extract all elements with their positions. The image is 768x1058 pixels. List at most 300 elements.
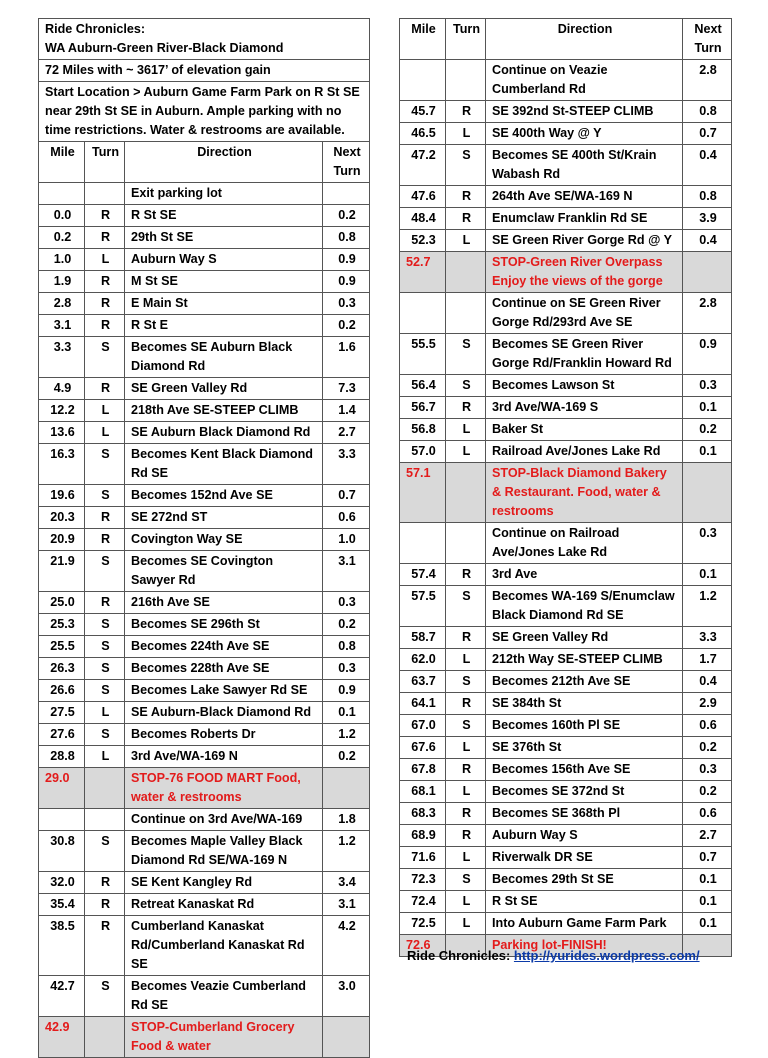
cue-row <box>39 658 370 680</box>
turn-cell: L <box>446 419 486 441</box>
sheet-title <box>39 19 370 60</box>
turn-cell <box>446 293 486 334</box>
header-mile: Mile <box>400 19 446 60</box>
cue-row <box>39 205 370 227</box>
mile-cell: 28.8 <box>39 746 85 768</box>
next-turn-cell: 0.3 <box>683 375 732 397</box>
cue-row <box>400 869 732 891</box>
stop-row <box>400 463 732 523</box>
direction-cell: Becomes 224th Ave SE <box>125 636 323 658</box>
header-direction: Direction <box>486 19 683 60</box>
mile-cell <box>39 809 85 831</box>
mile-cell: 16.3 <box>39 444 85 485</box>
turn-cell: L <box>446 781 486 803</box>
cue-row <box>39 872 370 894</box>
turn-cell: S <box>85 831 125 872</box>
direction-cell: Continue on Railroad Ave/Jones Lake Rd <box>486 523 683 564</box>
direction-cell: E Main St <box>125 293 323 315</box>
next-turn-cell: 0.9 <box>323 249 370 271</box>
next-turn-cell: 2.8 <box>683 60 732 101</box>
direction-cell: Becomes SE 400th St/Krain Wabash Rd <box>486 145 683 186</box>
turn-cell: R <box>446 803 486 825</box>
mile-cell: 52.7 <box>400 252 446 293</box>
turn-cell: S <box>446 334 486 375</box>
direction-cell: Becomes 212th Ave SE <box>486 671 683 693</box>
cue-row <box>39 293 370 315</box>
mile-cell: 72.4 <box>400 891 446 913</box>
direction-cell: Parking lot-FINISH! <box>486 935 683 957</box>
next-turn-cell: 0.9 <box>323 271 370 293</box>
next-turn-cell: 2.9 <box>683 693 732 715</box>
stop-row <box>400 252 732 293</box>
cue-row <box>400 586 732 627</box>
direction-cell: Auburn Way S <box>486 825 683 847</box>
cue-row <box>400 123 732 145</box>
start-location: Start Location > Auburn Game Farm Park on R St SE near 29th St SE in Auburn. Ample parking with no time restrictions. Water & restrooms are available. <box>39 82 370 142</box>
turn-cell: S <box>85 551 125 592</box>
direction-cell: 29th St SE <box>125 227 323 249</box>
next-turn-cell: 0.2 <box>323 205 370 227</box>
direction-cell: SE Kent Kangley Rd <box>125 872 323 894</box>
direction-cell: SE Green Valley Rd <box>125 378 323 400</box>
next-turn-cell: 0.1 <box>683 564 732 586</box>
next-turn-cell: 1.0 <box>323 529 370 551</box>
turn-cell: S <box>446 586 486 627</box>
direction-cell: STOP-Cumberland Grocery Food & water <box>125 1017 323 1058</box>
mile-cell: 20.9 <box>39 529 85 551</box>
turn-cell <box>85 1017 125 1058</box>
direction-cell: Auburn Way S <box>125 249 323 271</box>
direction-cell: Becomes SE Auburn Black Diamond Rd <box>125 337 323 378</box>
turn-cell: R <box>446 397 486 419</box>
direction-cell: 264th Ave SE/WA-169 N <box>486 186 683 208</box>
mile-cell: 72.3 <box>400 869 446 891</box>
next-turn-cell: 3.0 <box>323 976 370 1017</box>
stop-row <box>39 1017 370 1058</box>
mile-cell: 25.0 <box>39 592 85 614</box>
next-turn-cell: 0.3 <box>683 759 732 781</box>
mile-cell: 58.7 <box>400 627 446 649</box>
direction-cell: 3rd Ave/WA-169 S <box>486 397 683 419</box>
turn-cell: L <box>446 737 486 759</box>
footer <box>407 948 700 963</box>
mile-cell: 57.5 <box>400 586 446 627</box>
next-turn-cell <box>323 768 370 809</box>
direction-cell: SE Green Valley Rd <box>486 627 683 649</box>
turn-cell: R <box>85 916 125 976</box>
mile-cell: 56.4 <box>400 375 446 397</box>
turn-cell: S <box>446 715 486 737</box>
mile-cell: 42.7 <box>39 976 85 1017</box>
cue-row <box>39 702 370 724</box>
mile-cell: 47.2 <box>400 145 446 186</box>
next-turn-cell: 2.7 <box>323 422 370 444</box>
turn-cell: R <box>85 315 125 337</box>
turn-cell: L <box>85 746 125 768</box>
mile-cell <box>39 183 85 205</box>
mile-cell: 67.8 <box>400 759 446 781</box>
cue-row <box>400 523 732 564</box>
cue-row <box>400 737 732 759</box>
cue-row <box>39 916 370 976</box>
direction-cell: Continue on SE Green River Gorge Rd/293rd Ave SE <box>486 293 683 334</box>
next-turn-cell: 1.6 <box>323 337 370 378</box>
direction-cell: Becomes Veazie Cumberland Rd SE <box>125 976 323 1017</box>
mile-cell: 67.0 <box>400 715 446 737</box>
next-turn-cell: 0.2 <box>683 737 732 759</box>
cue-row <box>400 913 732 935</box>
mile-cell: 27.5 <box>39 702 85 724</box>
cue-row <box>39 183 370 205</box>
mile-cell: 25.3 <box>39 614 85 636</box>
mile-cell: 48.4 <box>400 208 446 230</box>
mile-cell: 71.6 <box>400 847 446 869</box>
mile-cell <box>400 293 446 334</box>
mile-cell: 57.1 <box>400 463 446 523</box>
cue-row <box>39 746 370 768</box>
cue-row <box>400 891 732 913</box>
next-turn-cell: 0.8 <box>683 186 732 208</box>
mile-cell: 68.1 <box>400 781 446 803</box>
direction-cell: Becomes WA-169 S/Enumclaw Black Diamond Rd SE <box>486 586 683 627</box>
next-turn-cell: 0.2 <box>323 315 370 337</box>
direction-cell: SE Green River Gorge Rd @ Y <box>486 230 683 252</box>
cue-row <box>400 627 732 649</box>
turn-cell: L <box>85 422 125 444</box>
mile-cell: 12.2 <box>39 400 85 422</box>
turn-cell: R <box>446 627 486 649</box>
cue-row <box>400 847 732 869</box>
mile-cell: 56.7 <box>400 397 446 419</box>
next-turn-cell: 1.8 <box>323 809 370 831</box>
next-turn-cell: 0.6 <box>683 715 732 737</box>
cue-row <box>39 680 370 702</box>
header-mile: Mile <box>39 142 85 183</box>
direction-cell: Becomes 160th Pl SE <box>486 715 683 737</box>
next-turn-cell: 0.7 <box>683 847 732 869</box>
cue-row <box>39 422 370 444</box>
cue-sheet-table-right <box>399 18 732 957</box>
direction-cell: 3rd Ave <box>486 564 683 586</box>
mile-cell <box>400 523 446 564</box>
direction-cell: 212th Way SE-STEEP CLIMB <box>486 649 683 671</box>
turn-cell: L <box>446 847 486 869</box>
mile-cell: 35.4 <box>39 894 85 916</box>
turn-cell: L <box>446 649 486 671</box>
mile-cell: 0.0 <box>39 205 85 227</box>
turn-cell: R <box>85 529 125 551</box>
turn-cell: R <box>85 293 125 315</box>
next-turn-cell <box>323 1017 370 1058</box>
next-turn-cell: 0.9 <box>683 334 732 375</box>
direction-cell: STOP-76 FOOD MART Food, water & restrooms <box>125 768 323 809</box>
next-turn-cell: 0.4 <box>683 230 732 252</box>
next-turn-cell: 0.1 <box>323 702 370 724</box>
mile-cell: 32.0 <box>39 872 85 894</box>
turn-cell: R <box>446 186 486 208</box>
direction-cell: Railroad Ave/Jones Lake Rd <box>486 441 683 463</box>
turn-cell: S <box>85 337 125 378</box>
mile-cell: 47.6 <box>400 186 446 208</box>
header-next-turn: Next Turn <box>683 19 732 60</box>
next-turn-cell: 3.3 <box>323 444 370 485</box>
turn-cell <box>446 252 486 293</box>
direction-cell: Becomes 228th Ave SE <box>125 658 323 680</box>
next-turn-cell: 0.1 <box>683 441 732 463</box>
direction-cell: Becomes 29th St SE <box>486 869 683 891</box>
turn-cell: S <box>446 671 486 693</box>
cue-row <box>400 334 732 375</box>
cue-row <box>400 693 732 715</box>
cue-row <box>400 145 732 186</box>
direction-cell: SE 376th St <box>486 737 683 759</box>
next-turn-cell: 7.3 <box>323 378 370 400</box>
mile-cell: 1.0 <box>39 249 85 271</box>
turn-cell: L <box>446 441 486 463</box>
next-turn-cell: 0.2 <box>323 746 370 768</box>
mile-cell: 45.7 <box>400 101 446 123</box>
cue-row <box>39 636 370 658</box>
direction-cell: Becomes Kent Black Diamond Rd SE <box>125 444 323 485</box>
mile-cell: 57.0 <box>400 441 446 463</box>
cue-row <box>400 375 732 397</box>
mile-cell: 26.3 <box>39 658 85 680</box>
mile-cell: 68.9 <box>400 825 446 847</box>
cue-row <box>400 671 732 693</box>
turn-cell: R <box>446 693 486 715</box>
cue-row <box>400 419 732 441</box>
turn-cell: S <box>446 145 486 186</box>
header-turn: Turn <box>446 19 486 60</box>
direction-cell: Riverwalk DR SE <box>486 847 683 869</box>
blog-link[interactable]: http://yurides.wordpress.com/ <box>513 948 700 963</box>
turn-cell: S <box>85 976 125 1017</box>
footer-label: Ride Chronicles: <box>407 948 514 963</box>
cue-row <box>39 894 370 916</box>
mile-cell: 29.0 <box>39 768 85 809</box>
mile-cell: 72.5 <box>400 913 446 935</box>
mile-cell: 19.6 <box>39 485 85 507</box>
next-turn-cell: 1.2 <box>323 831 370 872</box>
next-turn-cell <box>683 252 732 293</box>
cue-row <box>39 809 370 831</box>
turn-cell: R <box>85 894 125 916</box>
turn-cell: R <box>446 564 486 586</box>
direction-cell: Becomes 152nd Ave SE <box>125 485 323 507</box>
next-turn-cell: 0.3 <box>323 658 370 680</box>
turn-cell: S <box>85 724 125 746</box>
mile-cell: 57.4 <box>400 564 446 586</box>
direction-cell: Becomes SE 372nd St <box>486 781 683 803</box>
mile-cell <box>400 60 446 101</box>
turn-cell: R <box>85 592 125 614</box>
next-turn-cell: 1.7 <box>683 649 732 671</box>
mile-cell: 3.1 <box>39 315 85 337</box>
next-turn-cell: 0.8 <box>323 227 370 249</box>
next-turn-cell: 0.3 <box>323 293 370 315</box>
cue-row <box>400 649 732 671</box>
direction-cell: STOP-Green River Overpass Enjoy the views of the gorge <box>486 252 683 293</box>
next-turn-cell: 1.2 <box>323 724 370 746</box>
direction-cell: Baker St <box>486 419 683 441</box>
route-name: WA Auburn-Green River-Black Diamond <box>45 41 284 55</box>
next-turn-cell: 0.7 <box>683 123 732 145</box>
direction-cell: SE 392nd St-STEEP CLIMB <box>486 101 683 123</box>
turn-cell: L <box>446 913 486 935</box>
turn-cell: R <box>85 227 125 249</box>
next-turn-cell: 0.6 <box>683 803 732 825</box>
direction-cell: Becomes Maple Valley Black Diamond Rd SE/WA-169 N <box>125 831 323 872</box>
turn-cell: R <box>85 205 125 227</box>
direction-cell: SE 384th St <box>486 693 683 715</box>
cue-row <box>39 831 370 872</box>
direction-cell: Becomes SE Covington Sawyer Rd <box>125 551 323 592</box>
direction-cell: R St SE <box>125 205 323 227</box>
mile-cell: 72.6 <box>400 935 446 957</box>
cue-row <box>400 101 732 123</box>
turn-cell: R <box>446 208 486 230</box>
next-turn-cell: 3.1 <box>323 551 370 592</box>
mile-cell: 30.8 <box>39 831 85 872</box>
direction-cell: Continue on 3rd Ave/WA-169 <box>125 809 323 831</box>
direction-cell: STOP-Black Diamond Bakery & Restaurant. Food, water & restrooms <box>486 463 683 523</box>
next-turn-cell: 0.3 <box>683 523 732 564</box>
mile-cell: 56.8 <box>400 419 446 441</box>
turn-cell: L <box>446 891 486 913</box>
mile-cell: 27.6 <box>39 724 85 746</box>
direction-cell: Becomes SE Green River Gorge Rd/Franklin Howard Rd <box>486 334 683 375</box>
mile-cell: 38.5 <box>39 916 85 976</box>
next-turn-cell: 0.1 <box>683 913 732 935</box>
direction-cell: R St E <box>125 315 323 337</box>
cue-row <box>400 715 732 737</box>
mile-cell: 4.9 <box>39 378 85 400</box>
turn-cell: L <box>85 702 125 724</box>
cue-row <box>39 378 370 400</box>
header-next-turn: Next Turn <box>323 142 370 183</box>
next-turn-cell: 3.1 <box>323 894 370 916</box>
cue-row <box>39 400 370 422</box>
cue-row <box>400 397 732 419</box>
direction-cell: SE Auburn-Black Diamond Rd <box>125 702 323 724</box>
header-direction: Direction <box>125 142 323 183</box>
mile-cell: 13.6 <box>39 422 85 444</box>
turn-cell: S <box>85 636 125 658</box>
cue-row <box>39 976 370 1017</box>
direction-cell: Continue on Veazie Cumberland Rd <box>486 60 683 101</box>
cue-row <box>400 230 732 252</box>
mile-cell: 67.6 <box>400 737 446 759</box>
header-turn: Turn <box>85 142 125 183</box>
turn-cell <box>446 60 486 101</box>
direction-cell: SE Auburn Black Diamond Rd <box>125 422 323 444</box>
next-turn-cell: 2.8 <box>683 293 732 334</box>
next-turn-cell: 2.7 <box>683 825 732 847</box>
turn-cell: L <box>446 123 486 145</box>
next-turn-cell: 0.8 <box>683 101 732 123</box>
mile-cell: 25.5 <box>39 636 85 658</box>
cue-row <box>39 337 370 378</box>
next-turn-cell: 0.9 <box>323 680 370 702</box>
turn-cell: R <box>446 825 486 847</box>
cue-row <box>39 227 370 249</box>
mile-cell: 2.8 <box>39 293 85 315</box>
ride-stats: 72 Miles with ~ 3617’ of elevation gain <box>39 60 370 82</box>
next-turn-cell: 3.3 <box>683 627 732 649</box>
next-turn-cell: 0.7 <box>323 485 370 507</box>
turn-cell: S <box>85 680 125 702</box>
next-turn-cell: 4.2 <box>323 916 370 976</box>
cue-row <box>39 551 370 592</box>
cue-row <box>39 529 370 551</box>
cue-sheet-table-left <box>38 18 370 1058</box>
turn-cell: R <box>446 759 486 781</box>
turn-cell: S <box>85 614 125 636</box>
turn-cell: R <box>446 101 486 123</box>
direction-cell: Into Auburn Game Farm Park <box>486 913 683 935</box>
cue-row <box>39 249 370 271</box>
turn-cell: R <box>85 271 125 293</box>
mile-cell: 55.5 <box>400 334 446 375</box>
direction-cell: Becomes Roberts Dr <box>125 724 323 746</box>
cue-row <box>39 485 370 507</box>
mile-cell: 63.7 <box>400 671 446 693</box>
stop-row <box>39 768 370 809</box>
next-turn-cell: 0.2 <box>683 419 732 441</box>
next-turn-cell: 0.3 <box>323 592 370 614</box>
next-turn-cell: 0.4 <box>683 145 732 186</box>
turn-cell <box>85 183 125 205</box>
direction-cell: Becomes SE 368th Pl <box>486 803 683 825</box>
turn-cell <box>446 463 486 523</box>
mile-cell: 42.9 <box>39 1017 85 1058</box>
turn-cell: R <box>85 378 125 400</box>
direction-cell: Covington Way SE <box>125 529 323 551</box>
direction-cell: Cumberland Kanaskat Rd/Cumberland Kanaskat Rd SE <box>125 916 323 976</box>
cue-row <box>400 293 732 334</box>
next-turn-cell: 0.2 <box>683 781 732 803</box>
cue-row <box>400 186 732 208</box>
mile-cell: 52.3 <box>400 230 446 252</box>
cue-row <box>39 592 370 614</box>
turn-cell: L <box>85 249 125 271</box>
cue-row <box>400 441 732 463</box>
direction-cell: Enumclaw Franklin Rd SE <box>486 208 683 230</box>
direction-cell: Becomes Lawson St <box>486 375 683 397</box>
turn-cell: R <box>85 507 125 529</box>
cue-row <box>400 60 732 101</box>
cue-row <box>400 208 732 230</box>
direction-cell: Becomes 156th Ave SE <box>486 759 683 781</box>
next-turn-cell: 1.2 <box>683 586 732 627</box>
direction-cell: Becomes Lake Sawyer Rd SE <box>125 680 323 702</box>
direction-cell: 216th Ave SE <box>125 592 323 614</box>
cue-row <box>400 759 732 781</box>
mile-cell: 0.2 <box>39 227 85 249</box>
turn-cell: S <box>85 485 125 507</box>
title-line: Ride Chronicles: <box>45 22 146 36</box>
next-turn-cell: 0.8 <box>323 636 370 658</box>
next-turn-cell: 3.4 <box>323 872 370 894</box>
turn-cell: L <box>446 230 486 252</box>
turn-cell: S <box>446 869 486 891</box>
direction-cell: M St SE <box>125 271 323 293</box>
cue-row <box>39 724 370 746</box>
mile-cell: 62.0 <box>400 649 446 671</box>
direction-cell: 3rd Ave/WA-169 N <box>125 746 323 768</box>
turn-cell <box>446 523 486 564</box>
cue-row <box>39 614 370 636</box>
